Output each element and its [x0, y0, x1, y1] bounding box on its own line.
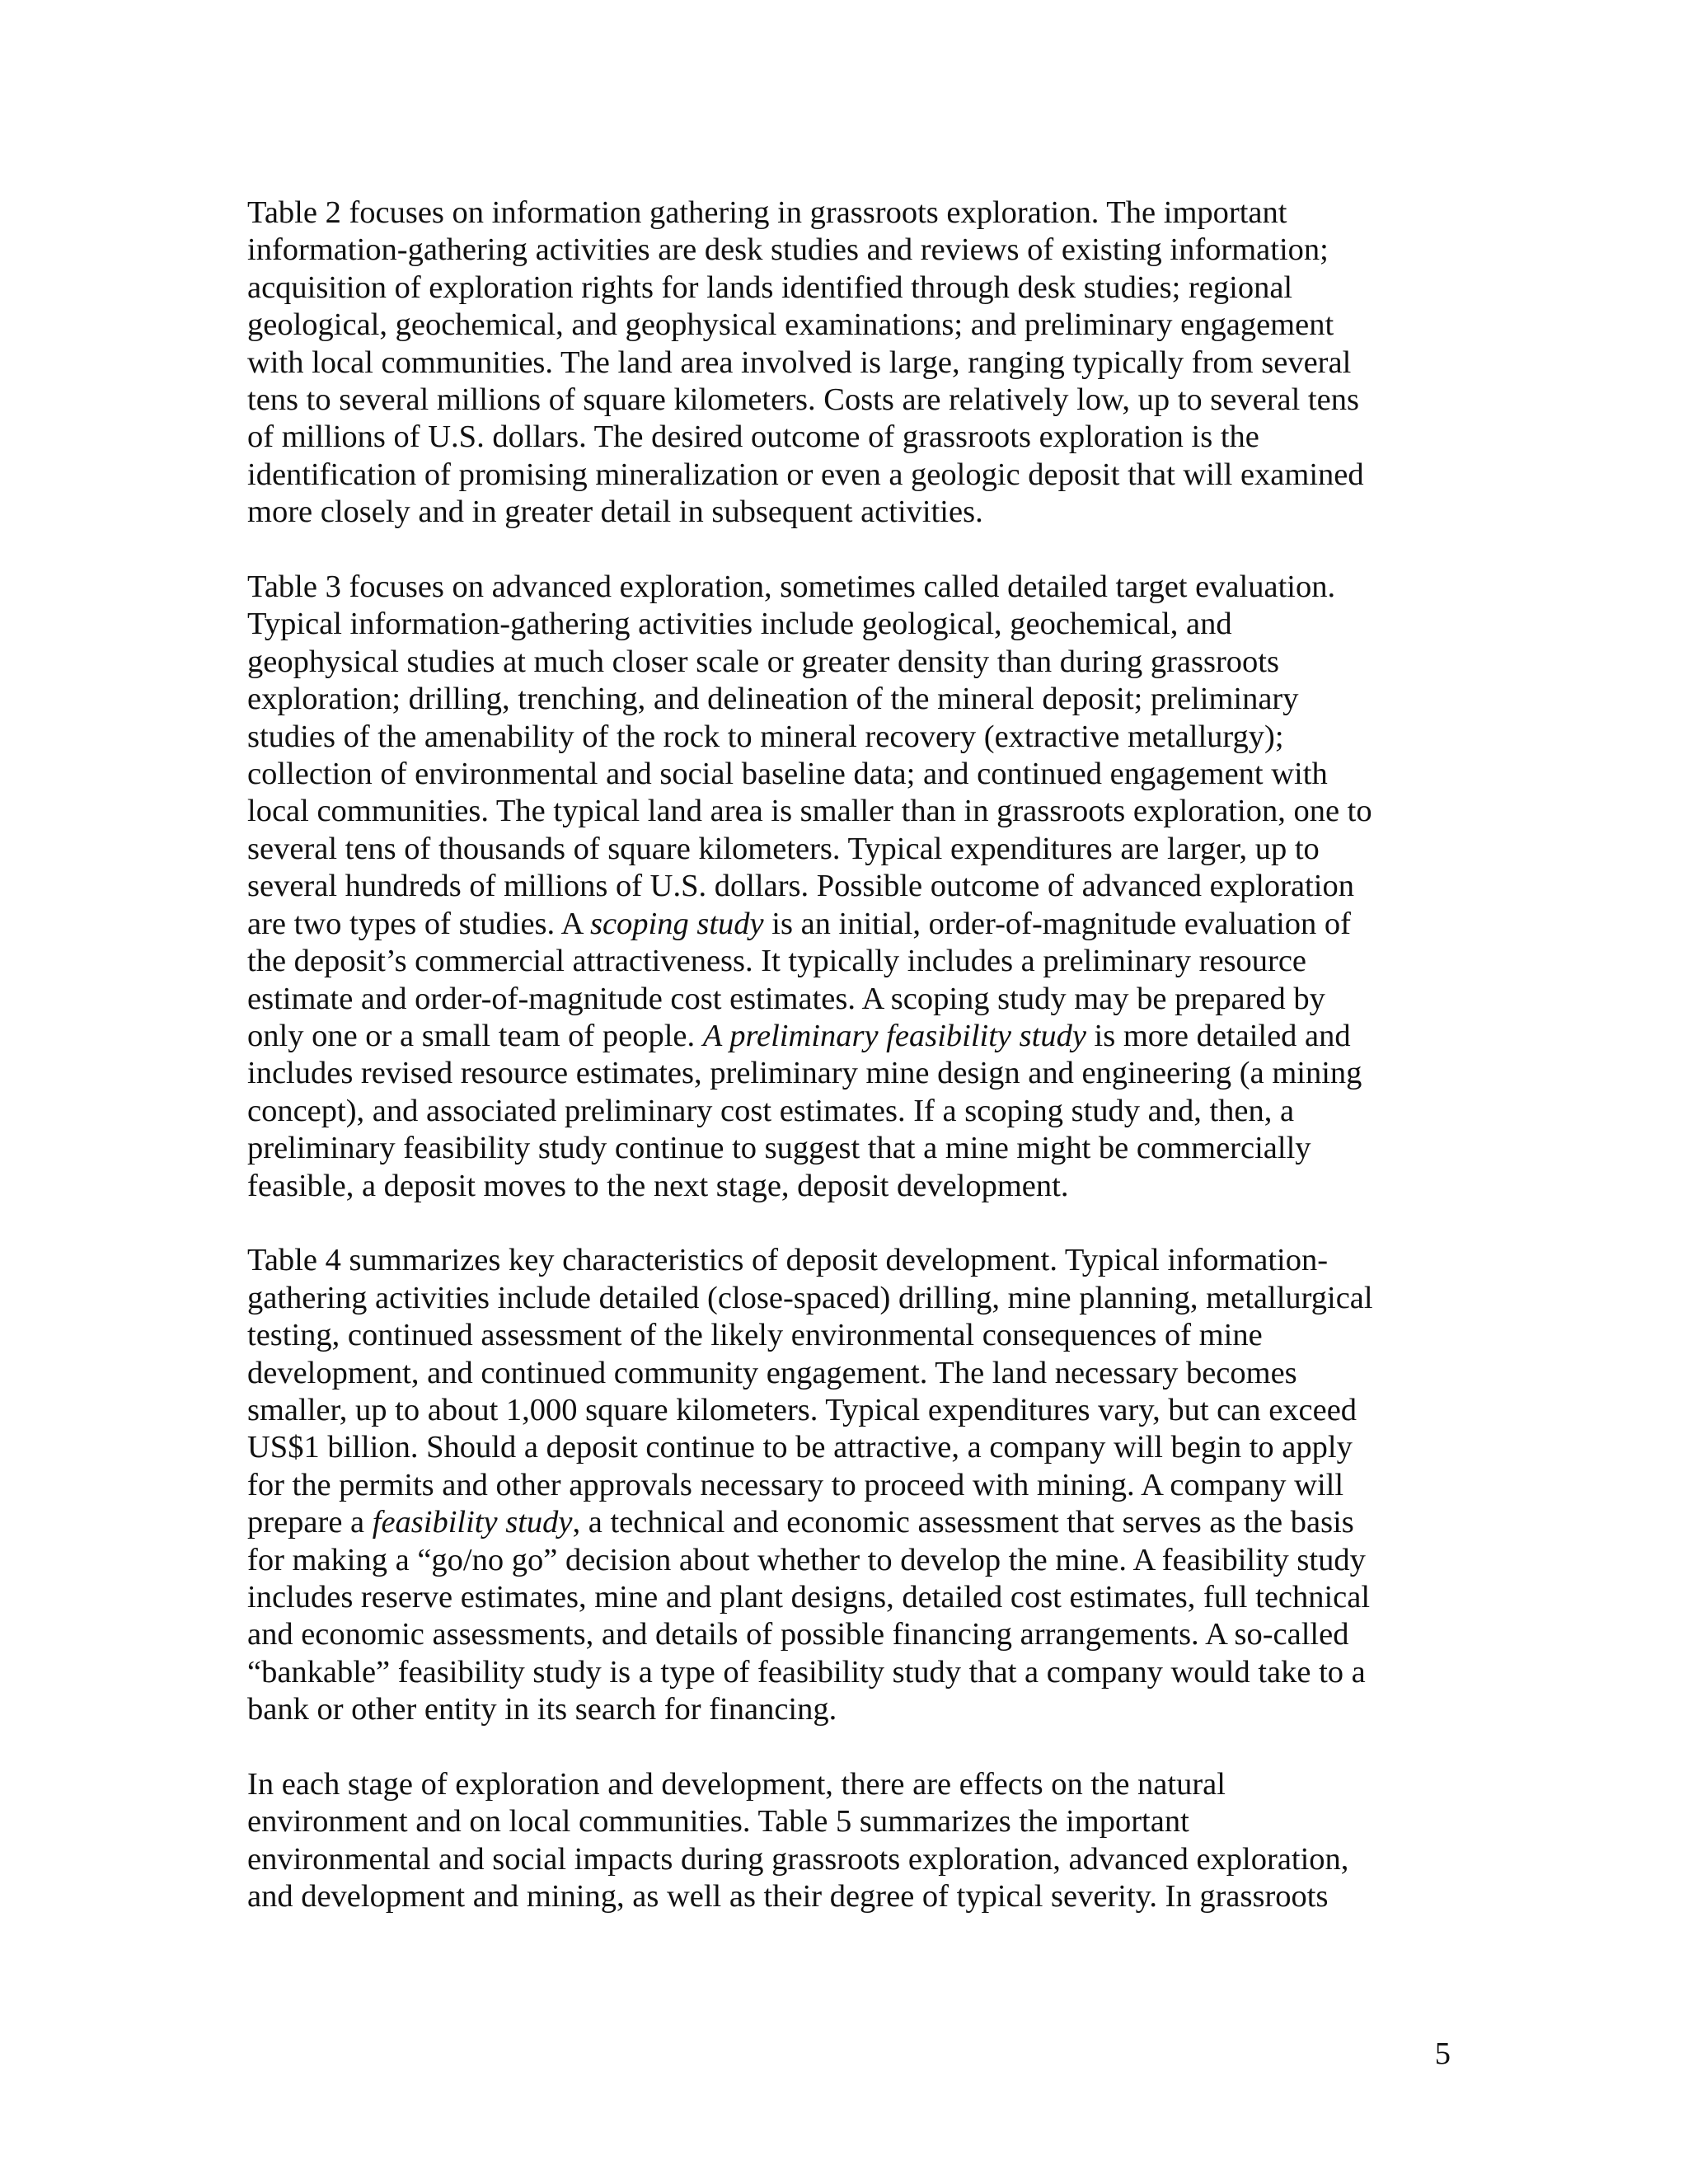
- text-line: [247, 1392, 1451, 1429]
- text-segment: Typical information-gathering activities include geological, geochemical, and: [247, 607, 1232, 642]
- text-segment: exploration; drilling, trenching, and delineation of the mineral deposit; preliminary: [247, 682, 1299, 717]
- text-line: [247, 981, 1451, 1018]
- text-segment: more closely and in greater detail in subsequent activities.: [247, 494, 983, 530]
- italic-term: feasibility study: [372, 1505, 573, 1540]
- text-segment: local communities. The typical land area is smaller than in grassroots exploration, one to: [247, 794, 1372, 829]
- text-segment: is an initial, order-of-magnitude evaluation of: [763, 906, 1351, 941]
- text-segment: feasible, a deposit moves to the next stage, deposit development.: [247, 1168, 1069, 1203]
- text-segment: environmental and social impacts during grassroots exploration, advanced exploration,: [247, 1841, 1349, 1877]
- text-segment: testing, continued assessment of the likely environmental consequences of mine: [247, 1318, 1263, 1353]
- text-segment: bank or other entity in its search for financing.: [247, 1692, 837, 1727]
- text-line: [247, 1168, 1451, 1205]
- text-line: [247, 1242, 1451, 1279]
- text-segment: and development and mining, as well as their degree of typical severity. In grassroots: [247, 1879, 1329, 1915]
- text-line: [247, 419, 1451, 456]
- text-line: [247, 793, 1451, 830]
- text-line: [247, 1504, 1451, 1541]
- text-segment: includes reserve estimates, mine and plant designs, detailed cost estimates, full technical: [247, 1580, 1371, 1615]
- text-segment: preliminary feasibility study continue to suggest that a mine might be commercially: [247, 1131, 1311, 1166]
- text-line: [247, 1317, 1451, 1354]
- text-segment: studies of the amenability of the rock to mineral recovery (extractive metallurgy);: [247, 719, 1284, 754]
- text-segment: Table 2 focuses on information gathering in grassroots exploration. The important: [247, 195, 1287, 230]
- body-text: [247, 194, 1451, 1953]
- text-line: [247, 344, 1451, 382]
- text-segment: acquisition of exploration rights for lands identified through desk studies; regional: [247, 269, 1293, 305]
- text-line: [247, 194, 1451, 232]
- text-line: [247, 1467, 1451, 1504]
- text-line: [247, 1654, 1451, 1691]
- text-line: [247, 1579, 1451, 1616]
- italic-term: A preliminary feasibility study: [702, 1018, 1086, 1053]
- text-segment: collection of environmental and social baseline data; and continued engagement with: [247, 757, 1328, 792]
- text-line: [247, 1093, 1451, 1130]
- text-segment: , a technical and economic assessment that serves as the basis: [572, 1505, 1354, 1540]
- text-line: [247, 569, 1451, 606]
- text-line: [247, 681, 1451, 718]
- text-line: [247, 382, 1451, 419]
- text-segment: several tens of thousands of square kilometers. Typical expenditures are larger, up to: [247, 831, 1320, 866]
- text-segment: prepare a: [247, 1505, 373, 1540]
- text-line: [247, 906, 1451, 943]
- text-line: [247, 1355, 1451, 1392]
- text-line: [247, 943, 1451, 980]
- text-line: [247, 1691, 1451, 1728]
- text-segment: concept), and associated preliminary cost estimates. If a scoping study and, then, a: [247, 1093, 1295, 1128]
- text-segment: estimate and order-of-magnitude cost estimates. A scoping study may be prepared by: [247, 981, 1325, 1016]
- text-line: [247, 719, 1451, 756]
- page-number: 5: [1434, 2036, 1451, 2071]
- text-line: [247, 457, 1451, 494]
- text-line: [247, 1841, 1451, 1878]
- text-segment: smaller, up to about 1,000 square kilometers. Typical expenditures vary, but can exceed: [247, 1392, 1357, 1427]
- text-segment: several hundreds of millions of U.S. dollars. Possible outcome of advanced exploration: [247, 869, 1354, 904]
- text-segment: geological, geochemical, and geophysical examinations; and preliminary engagement: [247, 307, 1334, 343]
- text-segment: gathering activities include detailed (close-spaced) drilling, mine planning, metallurgical: [247, 1280, 1373, 1315]
- text-line: [247, 1616, 1451, 1653]
- text-line: [247, 1803, 1451, 1840]
- paragraph-4: [247, 1766, 1451, 1916]
- text-segment: In each stage of exploration and development, there are effects on the natural: [247, 1767, 1226, 1802]
- paragraph-3: [247, 1242, 1451, 1728]
- text-segment: identification of promising mineralization or even a geologic deposit that will examined: [247, 457, 1364, 492]
- text-line: [247, 868, 1451, 905]
- text-segment: includes revised resource estimates, preliminary mine design and engineering (a mining: [247, 1056, 1362, 1091]
- text-line: [247, 1280, 1451, 1317]
- text-line: [247, 831, 1451, 868]
- text-segment: for the permits and other approvals necessary to proceed with mining. A company will: [247, 1467, 1344, 1502]
- text-segment: information-gathering activities are desk studies and reviews of existing information;: [247, 232, 1329, 268]
- text-segment: geophysical studies at much closer scale or greater density than during grassroots: [247, 644, 1279, 679]
- text-segment: Table 4 summarizes key characteristics of deposit development. Typical information-: [247, 1243, 1329, 1278]
- text-line: [247, 232, 1451, 269]
- paragraph-2: [247, 569, 1451, 1205]
- text-segment: US$1 billion. Should a deposit continue to be attractive, a company will begin to apply: [247, 1430, 1353, 1465]
- text-line: [247, 1018, 1451, 1055]
- text-segment: is more detailed and: [1085, 1018, 1351, 1053]
- text-segment: environment and on local communities. Table 5 summarizes the important: [247, 1804, 1189, 1840]
- text-segment: are two types of studies. A: [247, 906, 590, 941]
- text-line: [247, 644, 1451, 681]
- text-line: [247, 1878, 1451, 1915]
- paragraph-1: [247, 194, 1451, 532]
- text-line: [247, 1429, 1451, 1466]
- text-segment: tens to several millions of square kilometers. Costs are relatively low, up to several tens: [247, 382, 1359, 418]
- text-segment: development, and continued community engagement. The land necessary becomes: [247, 1355, 1297, 1390]
- text-segment: and economic assessments, and details of possible financing arrangements. A so-called: [247, 1617, 1349, 1652]
- text-line: [247, 1055, 1451, 1092]
- text-line: [247, 307, 1451, 344]
- text-segment: of millions of U.S. dollars. The desired outcome of grassroots exploration is the: [247, 419, 1259, 455]
- text-line: [247, 1766, 1451, 1803]
- text-line: [247, 1130, 1451, 1167]
- text-segment: with local communities. The land area involved is large, ranging typically from several: [247, 344, 1352, 380]
- text-segment: for making a “go/no go” decision about whether to develop the mine. A feasibility study: [247, 1542, 1366, 1577]
- text-segment: the deposit’s commercial attractiveness. It typically includes a preliminary resource: [247, 944, 1307, 979]
- text-line: [247, 494, 1451, 531]
- text-line: [247, 606, 1451, 643]
- text-segment: “bankable” feasibility study is a type of feasibility study that a company would take to a: [247, 1654, 1366, 1690]
- text-line: [247, 756, 1451, 793]
- text-line: [247, 269, 1451, 307]
- text-segment: only one or a small team of people.: [247, 1018, 703, 1053]
- italic-term: scoping study: [589, 906, 764, 941]
- text-line: [247, 1542, 1451, 1579]
- text-segment: Table 3 focuses on advanced exploration, sometimes called detailed target evaluation.: [247, 569, 1336, 605]
